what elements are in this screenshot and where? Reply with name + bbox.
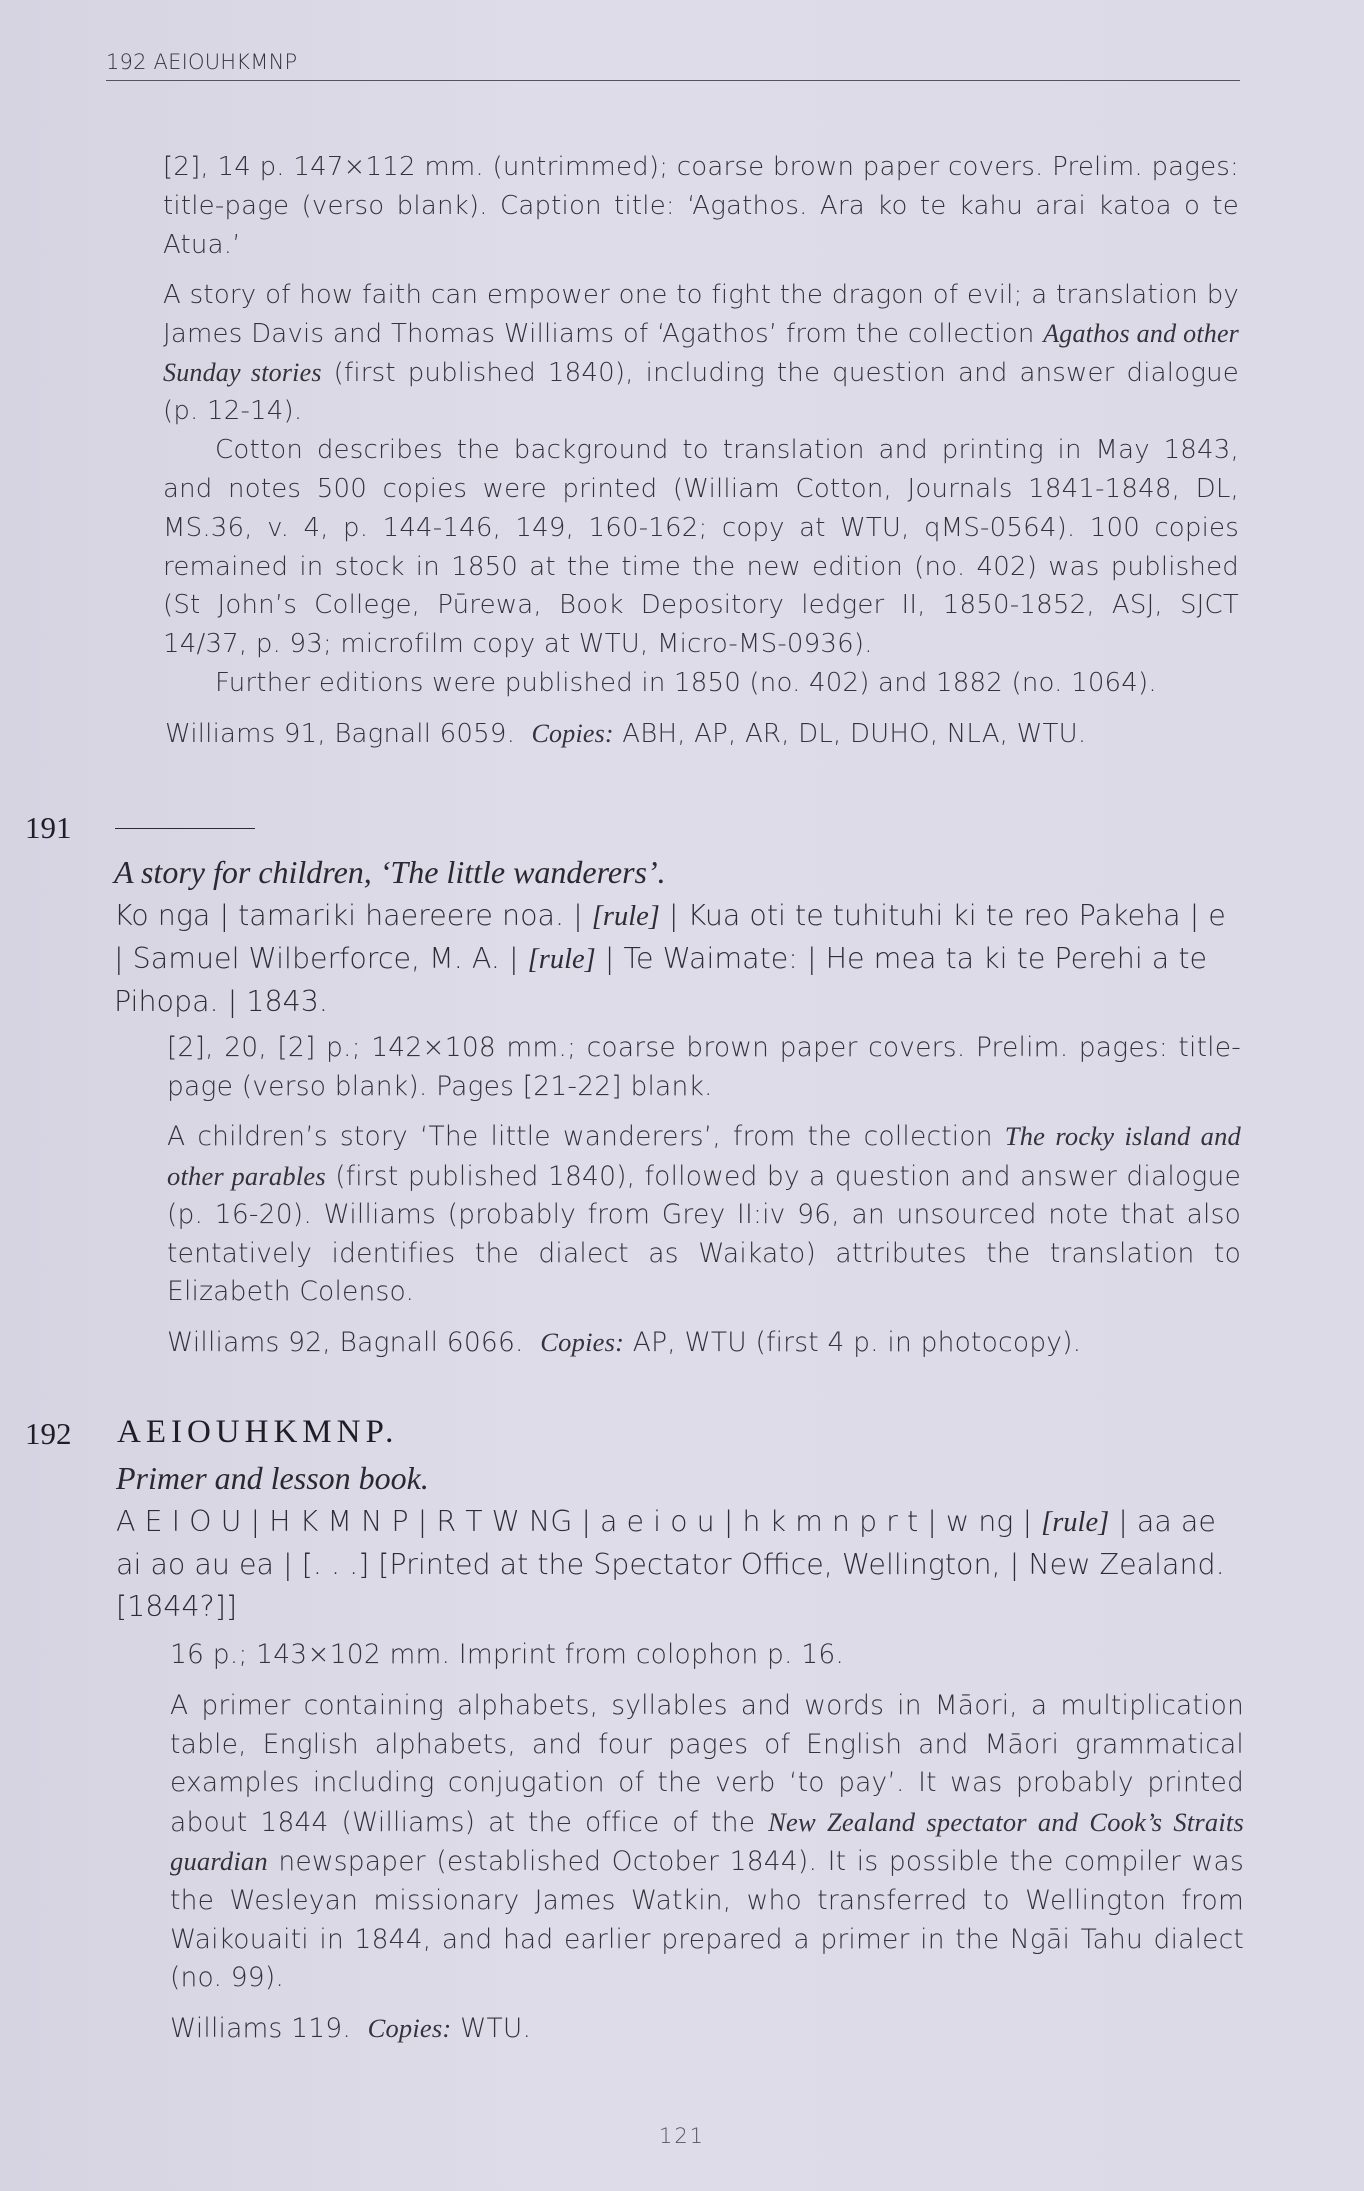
entry-192-references: Williams 119. Copies: WTU. <box>170 2013 532 2044</box>
copies-label: Copies: <box>540 1327 625 1357</box>
entry-190-desc-paragraph-3: Further editions were published in 1850 (no. 402) and 1882 (no. 1064). <box>215 667 1157 698</box>
series-title: Agathos and other Sunday stories <box>163 318 1239 387</box>
copies-label: Copies: <box>531 719 614 748</box>
copies-label: Copies: <box>367 2013 452 2043</box>
page-number: 121 <box>658 2124 706 2148</box>
entry-190-collation: [2], 14 p. 147×112 mm. (untrimmed); coarse brown paper covers. Prelim. pages: title-page (verso blank). Caption title: ‘Agathos. Ara ko te kahu arai katoa o te Atua.’ <box>163 152 1239 260</box>
entry-191-description: A children’s story ‘The little wanderers’, from the collection The rocky island and other parables (first published 1840), followed by a question and answer dialogue (p. 16-20). Williams (probably from Grey II:iv 96, an unsourced note that also tentatively identifies the dialect as Waikato) attributes the translation to Elizabeth Colenso. <box>167 1121 1242 1308</box>
entry-192-collation: 16 p.; 143×102 mm. Imprint from colophon p. 16. <box>170 1639 845 1670</box>
entry-191-number: 191 <box>25 810 72 845</box>
entry-190-desc-paragraph-1: A story of how faith can empower one to fight the dragon of evil; a translation by James Davis and Thomas Williams of ‘Agathos’ from the collection Agathos and other Sunday stories (first published 1840), including the question and answer dialogue (p. 12-14). <box>163 280 1239 427</box>
entry-192-number: 192 <box>25 1416 72 1451</box>
entry-190-description <box>163 276 1239 703</box>
series-title: The rocky island and other parables <box>167 1121 1242 1191</box>
entry-190-desc-paragraph-2: Cotton describes the background to translation and printing in May 1843, and notes 500 copies were printed (William Cotton, Journals 1841-1848, DL, MS.36, v. 4, p. 144-146, 149, 160-162; copy at WTU, qMS-0564). 100 copies remained in stock in 1850 at the time the new edition (no. 402) was published (St John’s College, Pūrewa, Book Depository ledger II, 1850-1852, ASJ, SJCT 14/37, p. 93; microfilm copy at WTU, Micro-MS-0936). <box>163 435 1239 660</box>
entry-191-author-dash <box>115 828 255 829</box>
entry-191-subtitle: A story for children, ‘The little wanderers’. <box>114 854 666 890</box>
entry-191-references: Williams 92, Bagnall 6066. Copies: AP, WTU (first 4 p. in photocopy). <box>167 1327 1082 1358</box>
entry-191-title-transcription: Ko nga | tamariki haereere noa. | [rule] | Kua oti te tuhituhi ki te reo Pakeha | e | Samuel Wilberforce, M. A. | [rule] | Te Waimate: | He mea ta ki te Perehi a te Pihopa. | 1843. <box>114 899 1226 1018</box>
running-head: 192 AEIOUHKMNP <box>106 50 298 74</box>
newspaper-title: New Zealand spectator and Cook’s Straits guardian <box>170 1806 1244 1877</box>
entry-192-subtitle: Primer and lesson book. <box>116 1460 429 1496</box>
entry-192-title-transcription: A E I O U | H K M N P | R T W NG | a e i o u | h k m n p r t | w ng | [rule] | aa ae ai ao au ea | [. . .] [Printed at the Spectator Office, Wellington, | New Zealand. [1844?]] <box>116 1505 1225 1623</box>
entry-190-references: Williams 91, Bagnall 6059. Copies: ABH, AP, AR, DL, DUHO, NLA, WTU. <box>165 719 1087 749</box>
entry-192-title: AEIOUHKMNP. <box>117 1414 399 1450</box>
header-rule <box>106 80 1240 81</box>
entry-192-description: A primer containing alphabets, syllables and words in Māori, a multiplication table, English alphabets, and four pages of English and Māori grammatical examples including conjugation of the verb ‘to pay’. It was probably printed about 1844 (Williams) at the office of the New Zealand spectator and Cook’s Straits guardian newspaper (established October 1844). It is possible the compiler was the Wesleyan missionary James Watkin, who transferred to Wellington from Waikouaiti in 1844, and had earlier prepared a primer in the Ngāi Tahu dialect (no. 99). <box>170 1690 1244 1994</box>
entry-191-collation: [2], 20, [2] p.; 142×108 mm.; coarse brown paper covers. Prelim. pages: title-page (verso blank). Pages [21-22] blank. <box>167 1032 1241 1102</box>
